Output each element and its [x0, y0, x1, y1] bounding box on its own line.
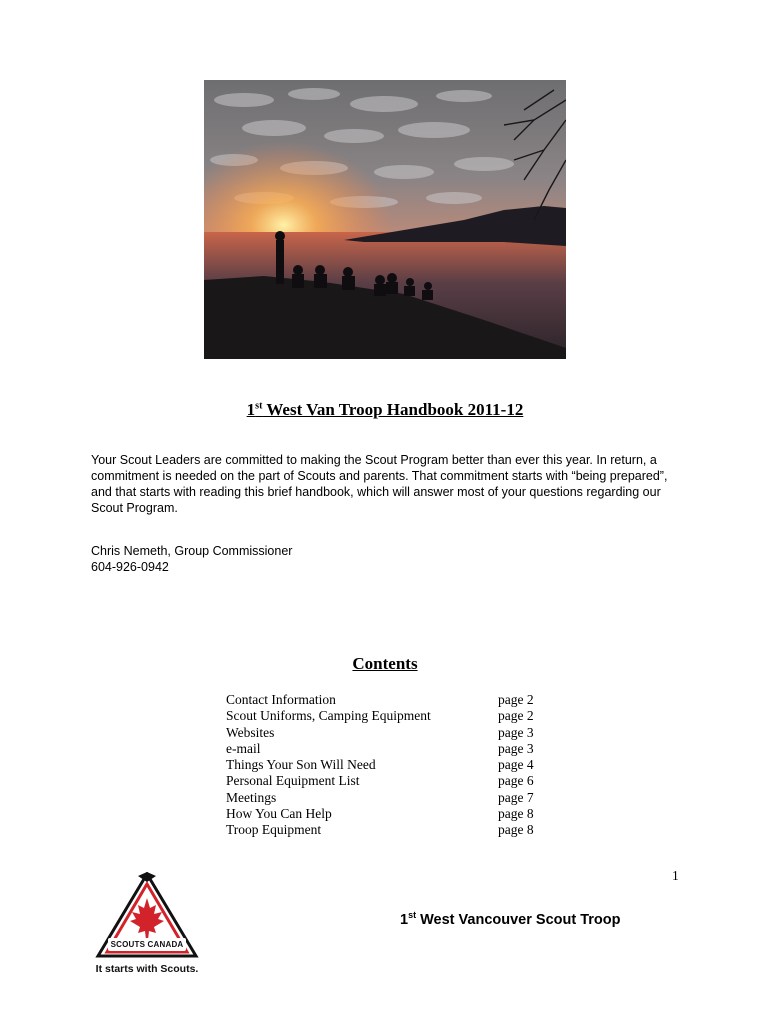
toc-page: page 6: [498, 773, 534, 789]
signature-block: [91, 543, 292, 575]
toc-page: page 8: [498, 806, 534, 822]
toc-page: page 3: [498, 724, 534, 740]
toc-page: page 4: [498, 757, 534, 773]
logo-name: SCOUTS CANADA: [110, 940, 184, 949]
signature-phone: 604-926-0942: [91, 560, 169, 574]
toc-label: e-mail: [226, 740, 261, 756]
scouts-canada-logo: [94, 872, 200, 980]
toc-row: [226, 773, 566, 789]
toc-row: [226, 692, 566, 708]
footer-ordinal-suffix: st: [408, 910, 417, 920]
toc-row: [226, 806, 566, 822]
table-of-contents: [226, 692, 566, 839]
cover-photo: [204, 80, 566, 359]
toc-label: Personal Equipment List: [226, 773, 360, 789]
footer-number: 1: [400, 911, 409, 928]
toc-page: page 7: [498, 789, 534, 805]
intro-paragraph: Your Scout Leaders are committed to making the Scout Program better than ever this year. In return, a commitment is needed on the part of Scouts and parents. That commitment starts with “being prepared”, and that starts with reading this brief handbook, which will answer most of your questions regarding our Scout Program.: [91, 453, 668, 515]
toc-label: Scout Uniforms, Camping Equipment: [226, 708, 431, 724]
footer-troop-name: [400, 910, 620, 928]
toc-row: [226, 822, 566, 838]
title-text: West Van Troop Handbook 2011-12: [262, 400, 524, 419]
footer-text: West Vancouver Scout Troop: [416, 911, 621, 928]
toc-label: Meetings: [226, 789, 277, 805]
toc-label: Troop Equipment: [226, 822, 322, 838]
toc-page: page 8: [498, 822, 534, 838]
handbook-title: [0, 400, 770, 420]
toc-row: [226, 790, 566, 806]
signature-name: Chris Nemeth, Group Commissioner: [91, 544, 293, 558]
sunset-scene-image: [204, 80, 566, 359]
page-number: 1: [672, 868, 679, 883]
toc-row: [226, 757, 566, 773]
toc-label: Things Your Son Will Need: [226, 757, 376, 773]
toc-label: How You Can Help: [226, 806, 332, 822]
toc-row: [226, 708, 566, 724]
toc-row: [226, 741, 566, 757]
toc-page: page 2: [498, 692, 534, 707]
toc-label: Contact Information: [226, 692, 336, 707]
toc-label: Websites: [226, 724, 275, 740]
logo-tagline: It starts with Scouts.: [95, 963, 199, 975]
title-ordinal-suffix: st: [255, 400, 263, 412]
toc-page: page 3: [498, 740, 534, 756]
title-number: 1: [246, 400, 256, 419]
toc-row: [226, 725, 566, 741]
toc-page: page 2: [498, 708, 534, 724]
contents-heading: Contents: [352, 654, 418, 673]
